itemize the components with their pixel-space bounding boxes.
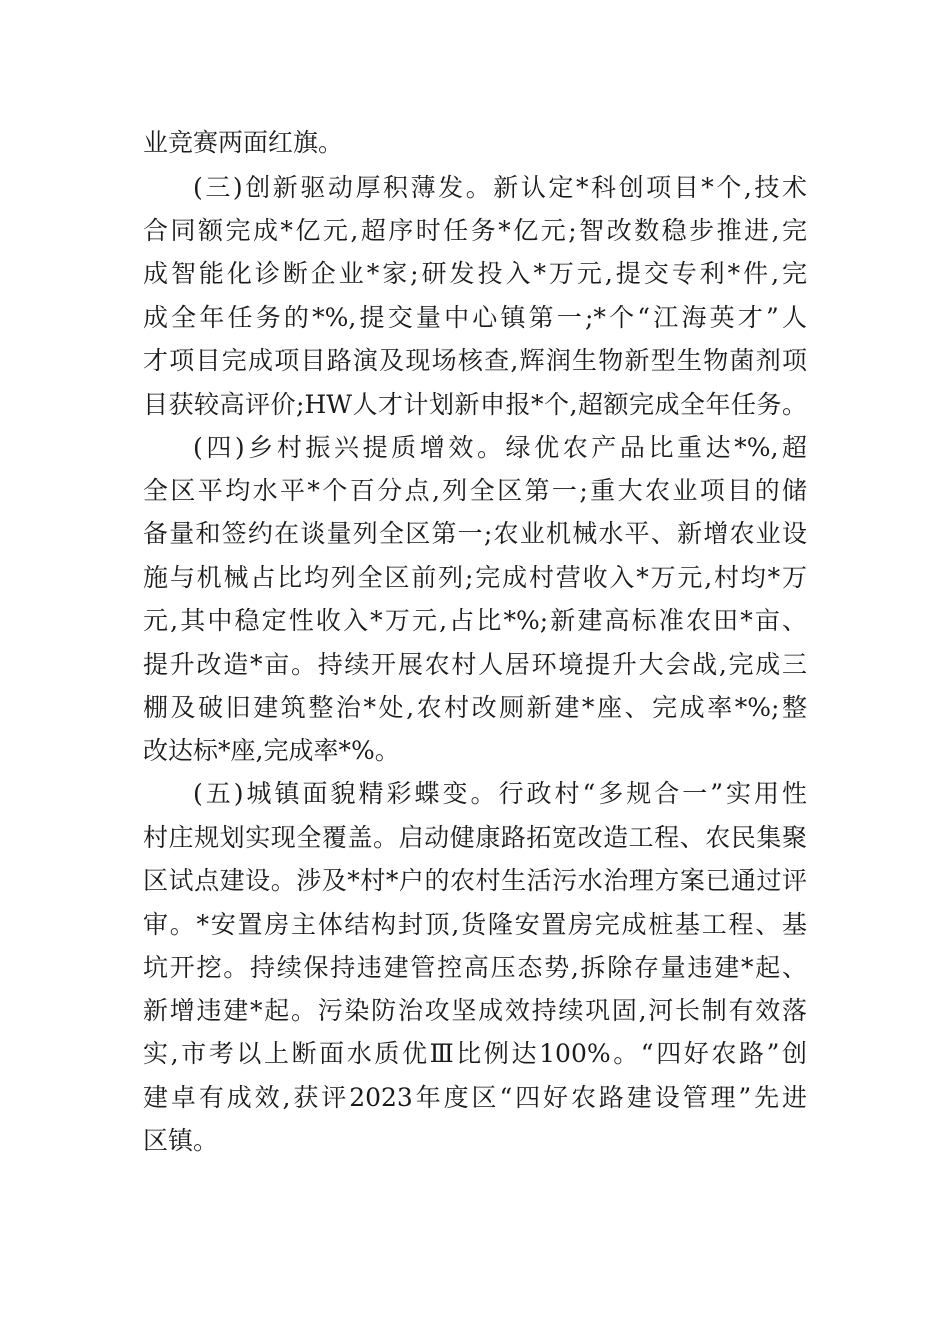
paragraph-line: 业竞赛两面红旗。 [143, 128, 344, 157]
paragraph-line: 建卓有成效,获评2023年度区“四好农路建设管理”先进 [143, 1083, 807, 1112]
paragraph-line: 区镇。 [143, 1126, 219, 1155]
paragraph-line: 棚及破旧建筑整治*处,农村改厕新建*座、完成率*%;整 [143, 693, 807, 722]
paragraph-line: 成智能化诊断企业*家;研发投入*万元,提交专利*件,完 [143, 259, 807, 288]
paragraph-line: 成全年任务的*%,提交量中心镇第一;*个“江海英才”人 [143, 303, 807, 332]
paragraph-line: 实,市考以上断面水质优Ⅲ比例达100%。“四好农路”创 [143, 1039, 807, 1068]
paragraph-line: 目获较高评价;HW人才计划新申报*个,超额完成全年任务。 [143, 390, 807, 419]
paragraph-line: 施与机械占比均列全区前列;完成村营收入*万元,村均*万 [143, 563, 807, 592]
paragraph-line: 合同额完成*亿元,超序时任务*亿元;智改数稳步推进,完 [143, 216, 807, 245]
paragraph-line: 村庄规划实现全覆盖。启动健康路拓宽改造工程、农民集聚 [143, 823, 807, 852]
paragraph-line: 审。*安置房主体结构封顶,货隆安置房完成桩基工程、基 [143, 910, 807, 939]
section-heading-line: (五)城镇面貌精彩蝶变。行政村“多规合一”实用性 [193, 779, 807, 808]
paragraph-line: 区试点建设。涉及*村*户的农村生活污水治理方案已通过评 [143, 866, 807, 895]
section-heading-line: (四)乡村振兴提质增效。绿优农产品比重达*%,超 [193, 433, 807, 462]
paragraph-line: 才项目完成项目路演及现场核查,辉润生物新型生物菌剂项 [143, 346, 807, 375]
paragraph-line: 坑开挖。持续保持违建管控高压态势,拆除存量违建*起、 [143, 953, 807, 982]
paragraph-line: 新增违建*起。污染防治攻坚成效持续巩固,河长制有效落 [143, 996, 807, 1025]
paragraph-line: 元,其中稳定性收入*万元,占比*%;新建高标准农田*亩、 [143, 606, 807, 635]
paragraph-line: 全区平均水平*个百分点,列全区第一;重大农业项目的储 [143, 476, 807, 505]
section-heading-line: (三)创新驱动厚积薄发。新认定*科创项目*个,技术 [193, 173, 807, 202]
paragraph-line: 备量和签约在谈量列全区第一;农业机械水平、新增农业设 [143, 519, 807, 548]
paragraph-line: 提升改造*亩。持续开展农村人居环境提升大会战,完成三 [143, 650, 807, 679]
paragraph-line: 改达标*座,完成率*%。 [143, 736, 400, 765]
